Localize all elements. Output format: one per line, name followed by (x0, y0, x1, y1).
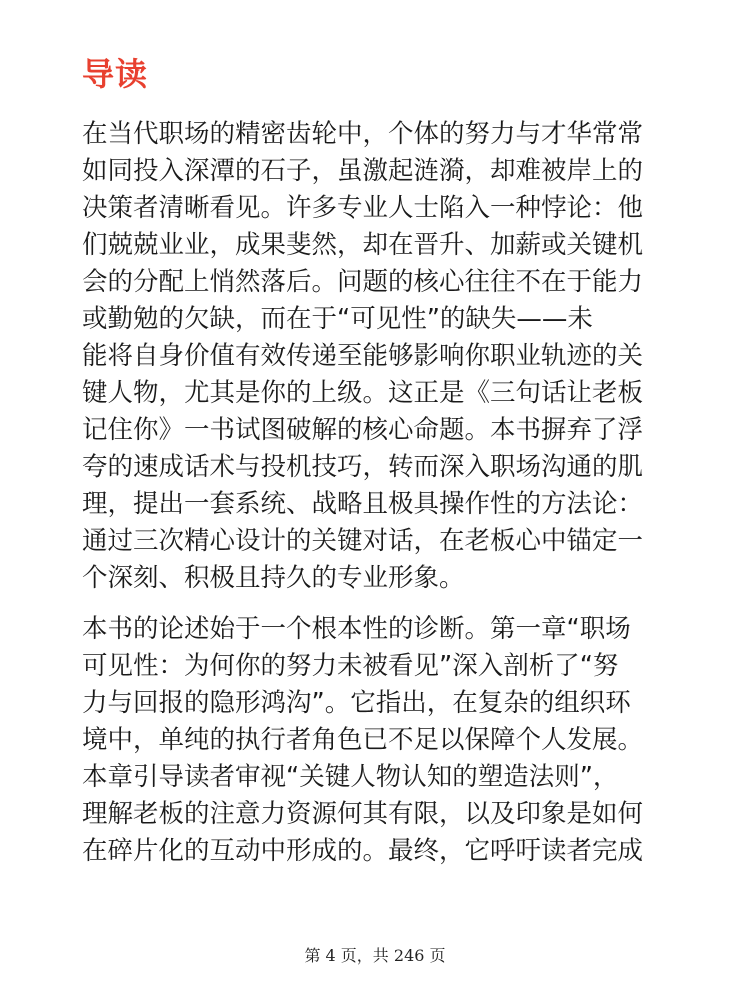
text-line: 夸的速成话术与投机技巧，转而深入职场沟通的肌 (82, 452, 644, 482)
text-line: 决策者清晰看见。许多专业人士陷入一种悖论：他 (82, 193, 644, 223)
text-line: 力与回报的隐形鸿沟”。它指出，在复杂的组织环 (82, 688, 631, 718)
text-line: 境中，单纯的执行者角色已不足以保障个人发展。 (82, 725, 644, 755)
text-line: 在当代职场的精密齿轮中，个体的努力与才华常常 (82, 119, 644, 149)
text-line: 或勤勉的欠缺，而在于“可见性”的缺失——未 (82, 304, 593, 334)
text-line: 会的分配上悄然落后。问题的核心往往不在于能力 (82, 267, 644, 297)
paragraph-1 (82, 116, 672, 597)
text-line: 理，提出一套系统、战略且极具操作性的方法论： (82, 489, 644, 519)
text-line: 本书的论述始于一个根本性的诊断。第一章“职场 (82, 614, 631, 644)
text-line: 个深刻、积极且持久的专业形象。 (82, 563, 465, 593)
paragraph-2 (82, 611, 672, 870)
text-line: 在碎片化的互动中形成的。最终，它呼吁读者完成 (82, 836, 644, 866)
text-line: 可见性：为何你的努力未被看见”深入剖析了“努 (82, 651, 619, 681)
text-line: 能将自身价值有效传递至能够影响你职业轨迹的关 (82, 341, 644, 371)
section-heading: 导读 (82, 55, 149, 93)
body-text (82, 116, 672, 870)
text-line: 如同投入深潭的石子，虽激起涟漪，却难被岸上的 (82, 156, 644, 186)
paragraph-spacer (82, 597, 672, 611)
text-line: 记住你》一书试图破解的核心命题。本书摒弃了浮 (82, 415, 644, 445)
text-line: 通过三次精心设计的关键对话，在老板心中锚定一 (82, 526, 644, 556)
page-number: 第 4 页，共 246 页 (304, 946, 446, 965)
text-line: 们兢兢业业，成果斐然，却在晋升、加薪或关键机 (82, 230, 644, 260)
text-line: 理解老板的注意力资源何其有限，以及印象是如何 (82, 799, 644, 829)
text-line: 本章引导读者审视“关键人物认知的塑造法则”， (82, 762, 619, 792)
text-line: 键人物，尤其是你的上级。这正是《三句话让老板 (82, 378, 644, 408)
